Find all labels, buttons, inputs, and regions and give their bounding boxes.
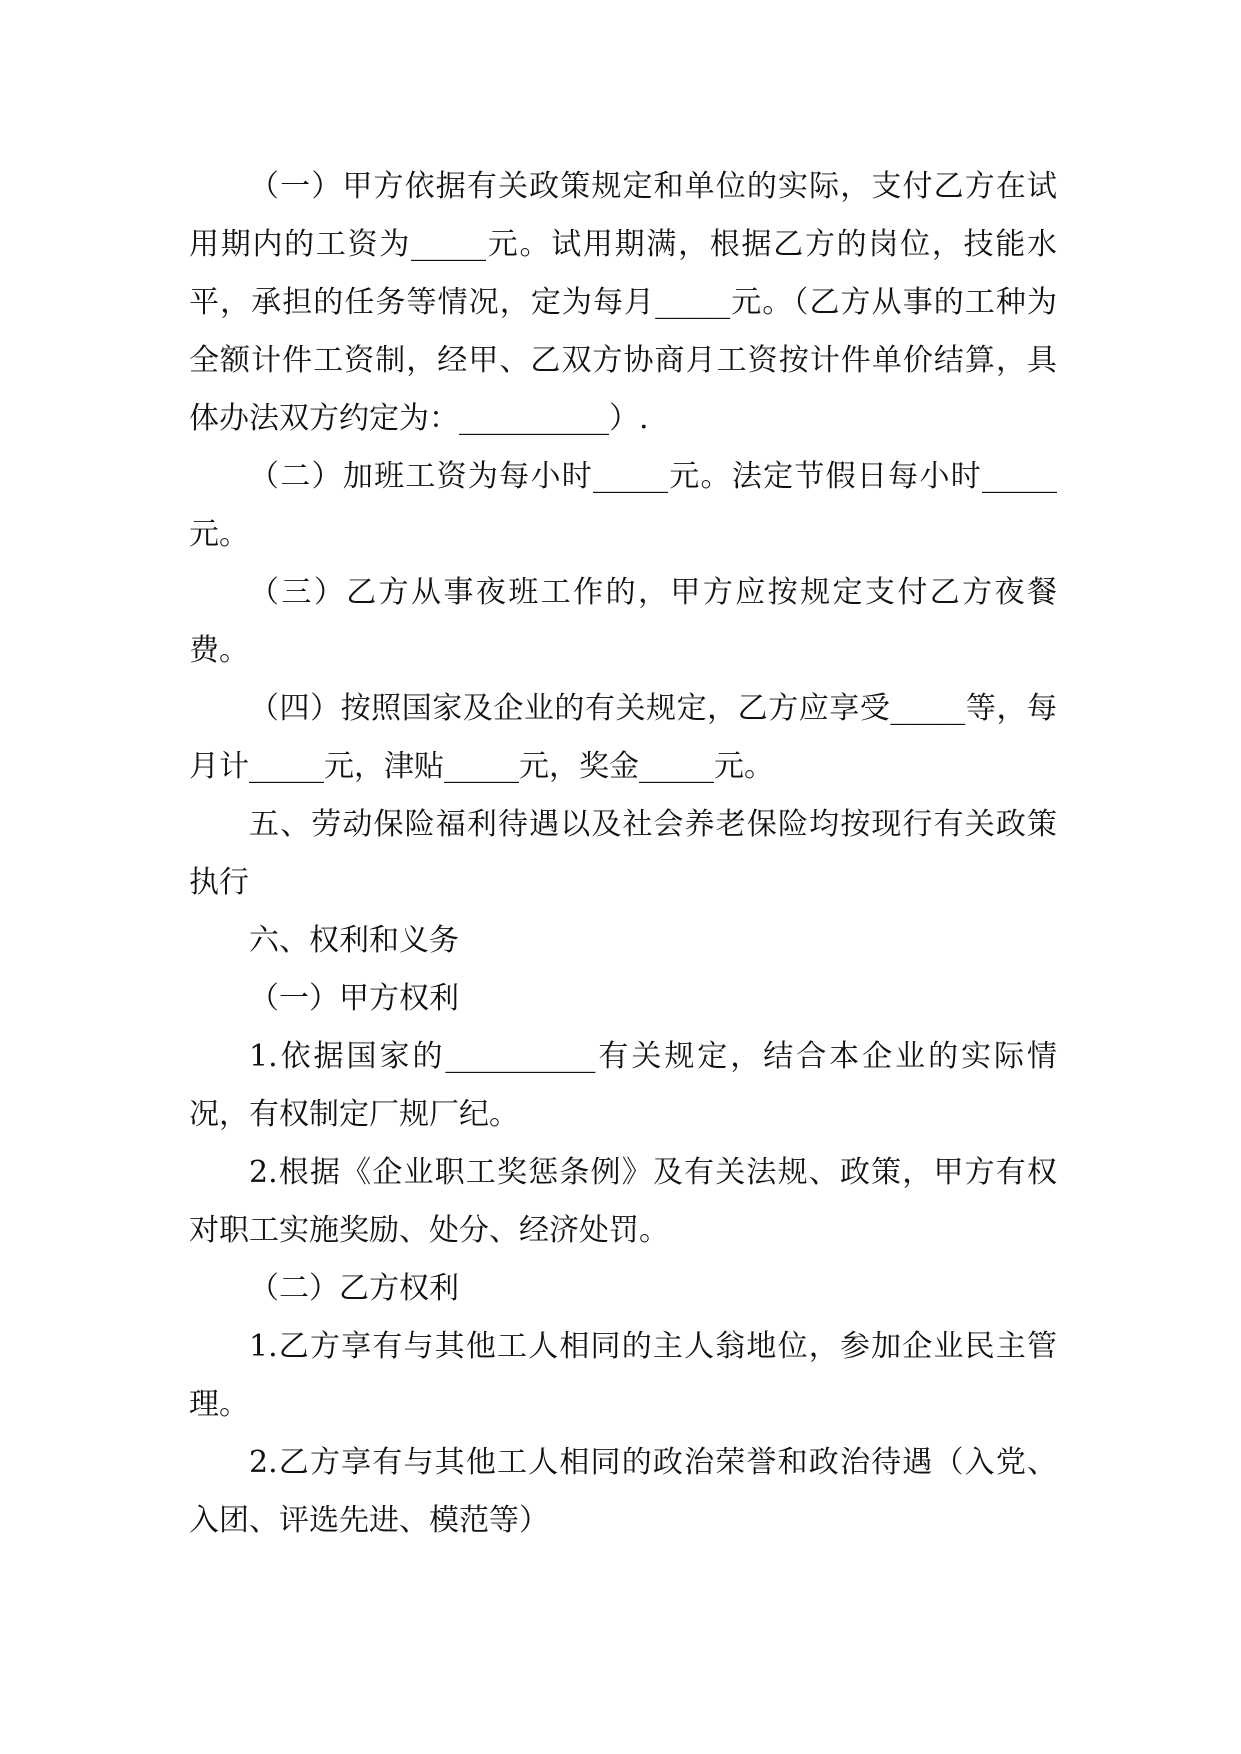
paragraph-party-a-right-1: 1.依据国家的__________有关规定，结合本企业的实际情况，有权制定厂规厂纪。 (189, 1039, 1057, 1132)
subsection-heading-party-b: （二）乙方权利 (249, 1271, 459, 1306)
document-body (189, 158, 1057, 1550)
paragraph-party-b-right-2: 2.乙方享有与其他工人相同的政治荣誉和政治待遇（入党、入团、评选先进、模范等） (189, 1445, 1057, 1538)
paragraph-benefits: （四）按照国家及企业的有关规定，乙方应享受_____等，每月计_____元，津贴_____元，奖金_____元。 (189, 691, 1057, 784)
paragraph-wage-probation: （一）甲方依据有关政策规定和单位的实际，支付乙方在试用期内的工资为_____元。试用期满，根据乙方的岗位，技能水平，承担的任务等情况，定为每月_____元。（乙方从事的工种为全额计件工资制，经甲、乙双方协商月工资按计件单价结算，具体办法双方约定为：__________）. (189, 169, 1057, 436)
section-heading-rights: 六、权利和义务 (249, 923, 459, 958)
subsection-heading-party-a: （一）甲方权利 (249, 981, 459, 1016)
paragraph-overtime-wage: （二）加班工资为每小时_____元。法定节假日每小时_____元。 (189, 459, 1057, 552)
paragraph-party-b-right-1: 1.乙方享有与其他工人相同的主人翁地位，参加企业民主管理。 (189, 1329, 1057, 1422)
paragraph-party-a-right-2: 2.根据《企业职工奖惩条例》及有关法规、政策，甲方有权对职工实施奖励、处分、经济处罚。 (189, 1155, 1057, 1248)
paragraph-night-shift: （三）乙方从事夜班工作的，甲方应按规定支付乙方夜餐费。 (189, 575, 1057, 668)
section-heading-insurance: 五、劳动保险福利待遇以及社会养老保险均按现行有关政策执行 (189, 807, 1057, 900)
